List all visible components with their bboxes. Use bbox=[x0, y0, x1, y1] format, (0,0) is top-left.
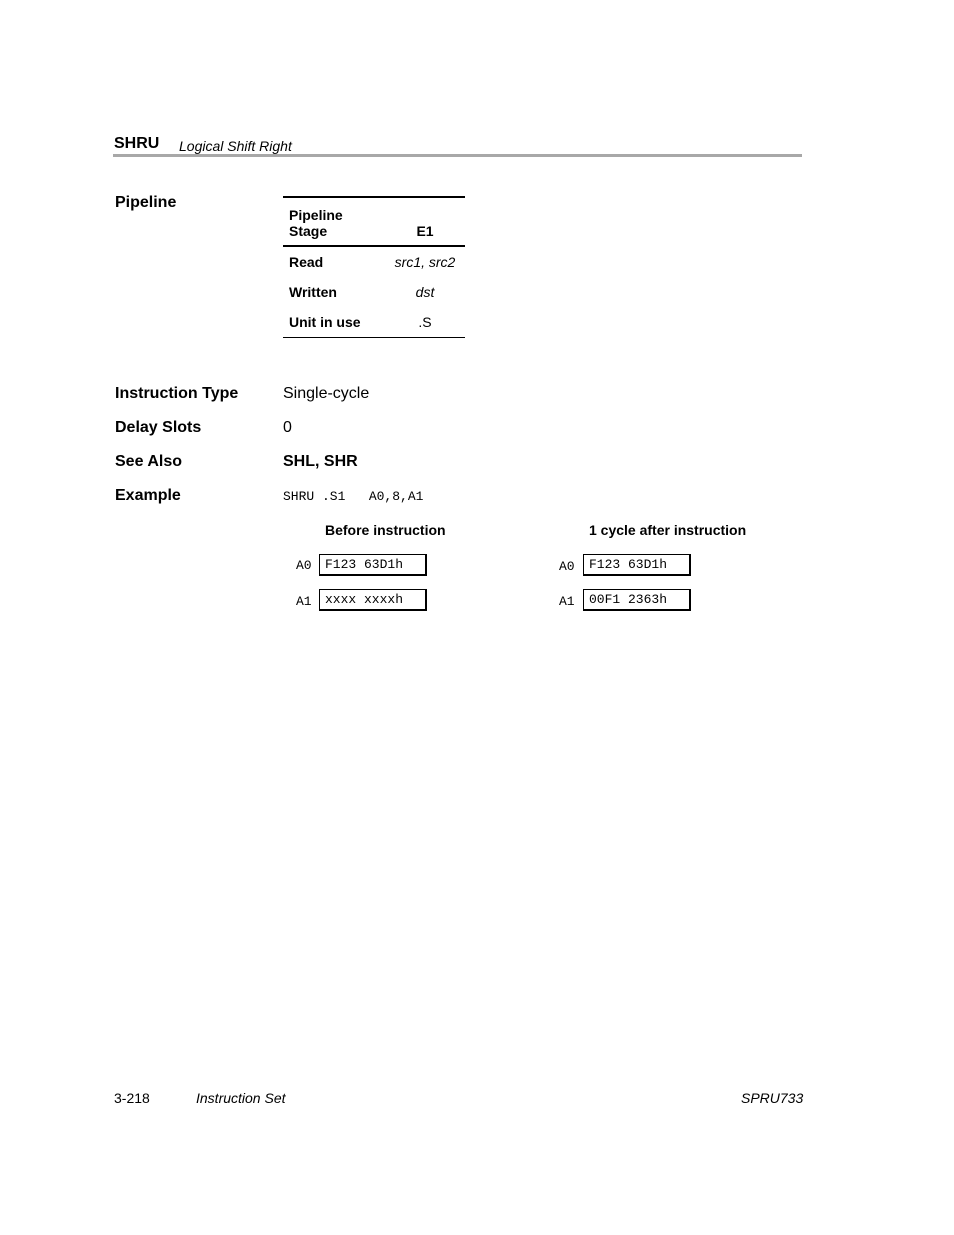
pipeline-row-stage: Read bbox=[289, 254, 324, 270]
register-value-box: 00F1 2363h bbox=[583, 589, 691, 611]
see-also-label: See Also bbox=[115, 453, 182, 470]
table-row bbox=[283, 307, 465, 338]
delay-slots-value: 0 bbox=[283, 419, 292, 436]
pipeline-row-value: src1, src2 bbox=[394, 254, 456, 270]
chapter-title: Instruction Set bbox=[196, 1090, 286, 1106]
example-label: Example bbox=[115, 487, 181, 504]
pipeline-stage-header: Pipeline Stage bbox=[283, 197, 385, 246]
register-value-box: F123 63D1h bbox=[583, 554, 691, 576]
pipeline-table-header bbox=[283, 197, 465, 246]
pipeline-row-stage: Unit in use bbox=[283, 307, 385, 338]
register-name: A1 bbox=[559, 594, 575, 609]
instruction-type-value: Single-cycle bbox=[283, 385, 370, 402]
pipeline-label: Pipeline bbox=[115, 194, 177, 211]
header-rule bbox=[113, 154, 802, 157]
register-name: A1 bbox=[296, 594, 312, 609]
example-code: SHRU .S1 A0,8,A1 bbox=[283, 489, 424, 504]
page-number: 3-218 bbox=[114, 1090, 150, 1106]
table-row bbox=[283, 246, 465, 277]
instruction-description: Logical Shift Right bbox=[179, 138, 292, 154]
pipeline-e1-header: E1 bbox=[385, 197, 465, 246]
pipeline-row-stage: Written bbox=[289, 284, 337, 300]
after-instruction-heading: 1 cycle after instruction bbox=[589, 522, 747, 538]
see-also-value: SHL, SHR bbox=[283, 453, 358, 470]
pipeline-row-value: dst bbox=[415, 284, 435, 300]
instruction-mnemonic: SHRU bbox=[114, 135, 160, 152]
document-id: SPRU733 bbox=[741, 1090, 804, 1106]
delay-slots-label: Delay Slots bbox=[115, 419, 202, 436]
pipeline-row-value: .S bbox=[385, 307, 465, 338]
register-name: A0 bbox=[296, 558, 312, 573]
register-name: A0 bbox=[559, 559, 575, 574]
before-instruction-heading: Before instruction bbox=[325, 522, 446, 538]
table-row bbox=[283, 277, 465, 307]
register-value-box: F123 63D1h bbox=[319, 554, 427, 576]
instruction-type-label: Instruction Type bbox=[115, 385, 239, 402]
register-value-box: xxxx xxxxh bbox=[319, 589, 427, 611]
pipeline-table bbox=[283, 196, 465, 338]
